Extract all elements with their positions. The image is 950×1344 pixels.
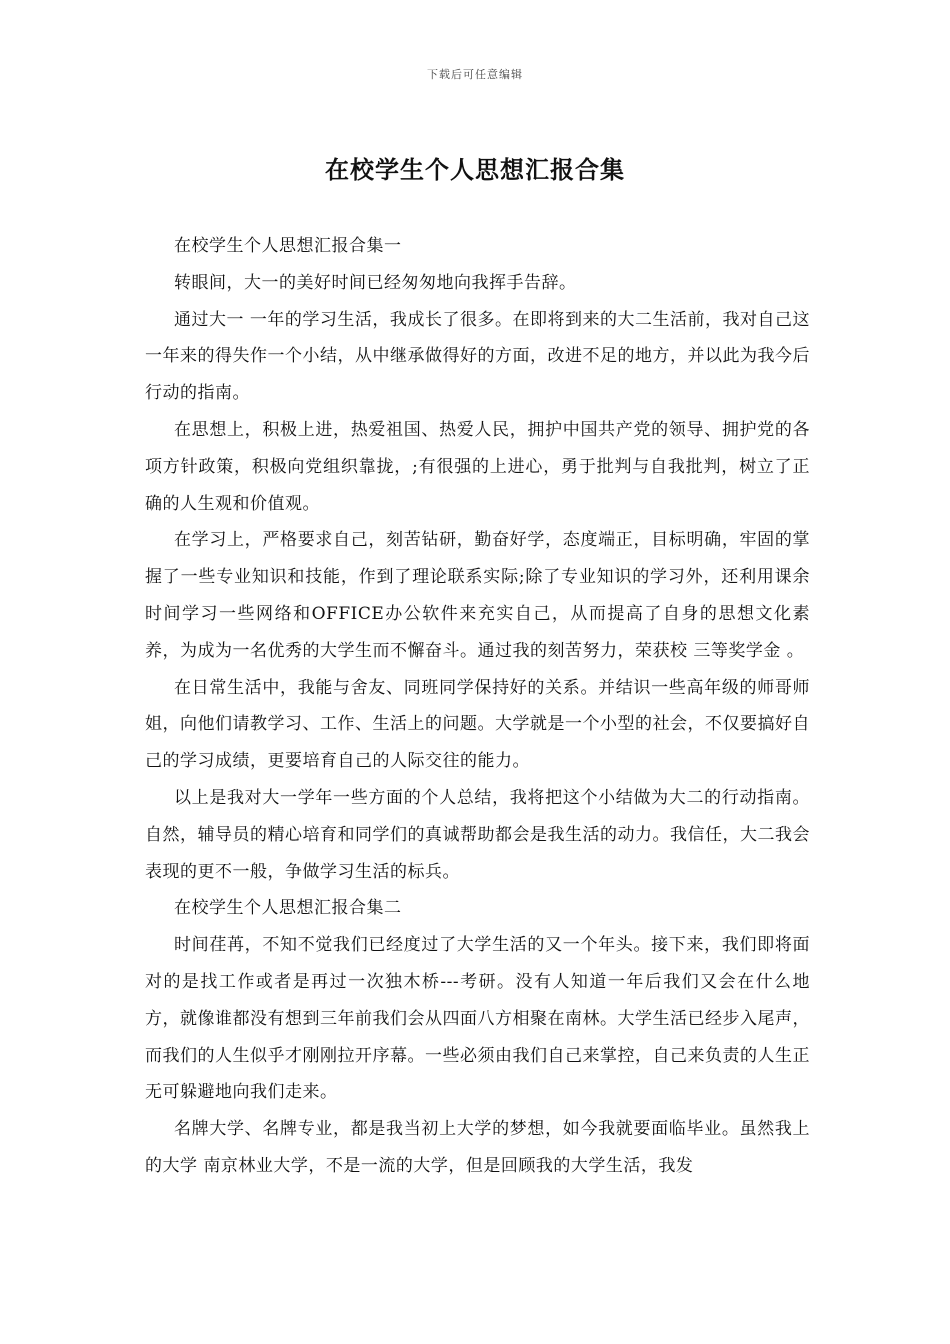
body-paragraph: 在思想上，积极上进，热爱祖国、热爱人民，拥护中国共产党的领导、拥护党的各项方针政策，积极向党组织靠拢，;有很强的上进心，勇于批判与自我批判，树立了正确的人生观和价值观。 — [145, 419, 810, 514]
document-title: 在校学生个人思想汇报合集 — [325, 155, 625, 184]
body-paragraph: 以上是我对大一学年一些方面的个人总结，我将把这个小结做为大二的行动指南。自然，辅导员的精心培育和同学们的真诚帮助都会是我生活的动力。我信任，大二我会表现的更不一般，争做学习生活的标兵。 — [145, 787, 810, 882]
body-paragraph: 在学习上，严格要求自己，刻苦钻研，勤奋好学，态度端正，目标明确，牢固的掌握了一些专业知识和技能，作到了理论联系实际;除了专业知识的学习外，还利用课余时间学习一些网络和OFFICE办公软件来充实自己，从而提高了自身的思想文化素养，为成为一名优秀的大学生而不懈奋斗。通过我的刻苦努力，荣获校 三等奖学金 。 — [145, 530, 810, 661]
header-note: 下载后可任意编辑 — [427, 68, 523, 81]
body-paragraph: 在日常生活中，我能与舍友、同班同学保持好的关系。并结识一些高年级的师哥师姐，向他们请教学习、工作、生活上的问题。大学就是一个小型的社会，不仅要搞好自己的学习成绩，更要培育自己的人际交往的能力。 — [145, 677, 810, 772]
body-paragraph: 名牌大学、名牌专业，都是我当初上大学的梦想，如今我就要面临毕业。虽然我上的大学 南京林业大学，不是一流的大学，但是回顾我的大学生活，我发 — [145, 1119, 810, 1176]
section-heading-2: 在校学生个人思想汇报合集二 — [174, 898, 402, 919]
body-paragraph: 通过大一 一年的学习生活，我成长了很多。在即将到来的大二生活前，我对自己这一年来的得失作一个小结，从中继承做得好的方面，改进不足的地方，并以此为我今后行动的指南。 — [145, 309, 810, 404]
document-body — [145, 228, 810, 1185]
body-paragraph: 转眼间，大一的美好时间已经匆匆地向我挥手告辞。 — [174, 272, 577, 293]
body-paragraph: 时间荏苒，不知不觉我们已经度过了大学生活的又一个年头。接下来，我们即将面对的是找工作或者是再过一次独木桥---考研。没有人知道一年后我们又会在什么地方，就像谁都没有想到三年前我们会从四面八方相聚在南林。大学生活已经步入尾声，而我们的人生似乎才刚刚拉开序幕。一些必须由我们自己来掌控，自己来负责的人生正无可躲避地向我们走来。 — [145, 935, 810, 1103]
section-heading-1: 在校学生个人思想汇报合集一 — [174, 236, 402, 256]
